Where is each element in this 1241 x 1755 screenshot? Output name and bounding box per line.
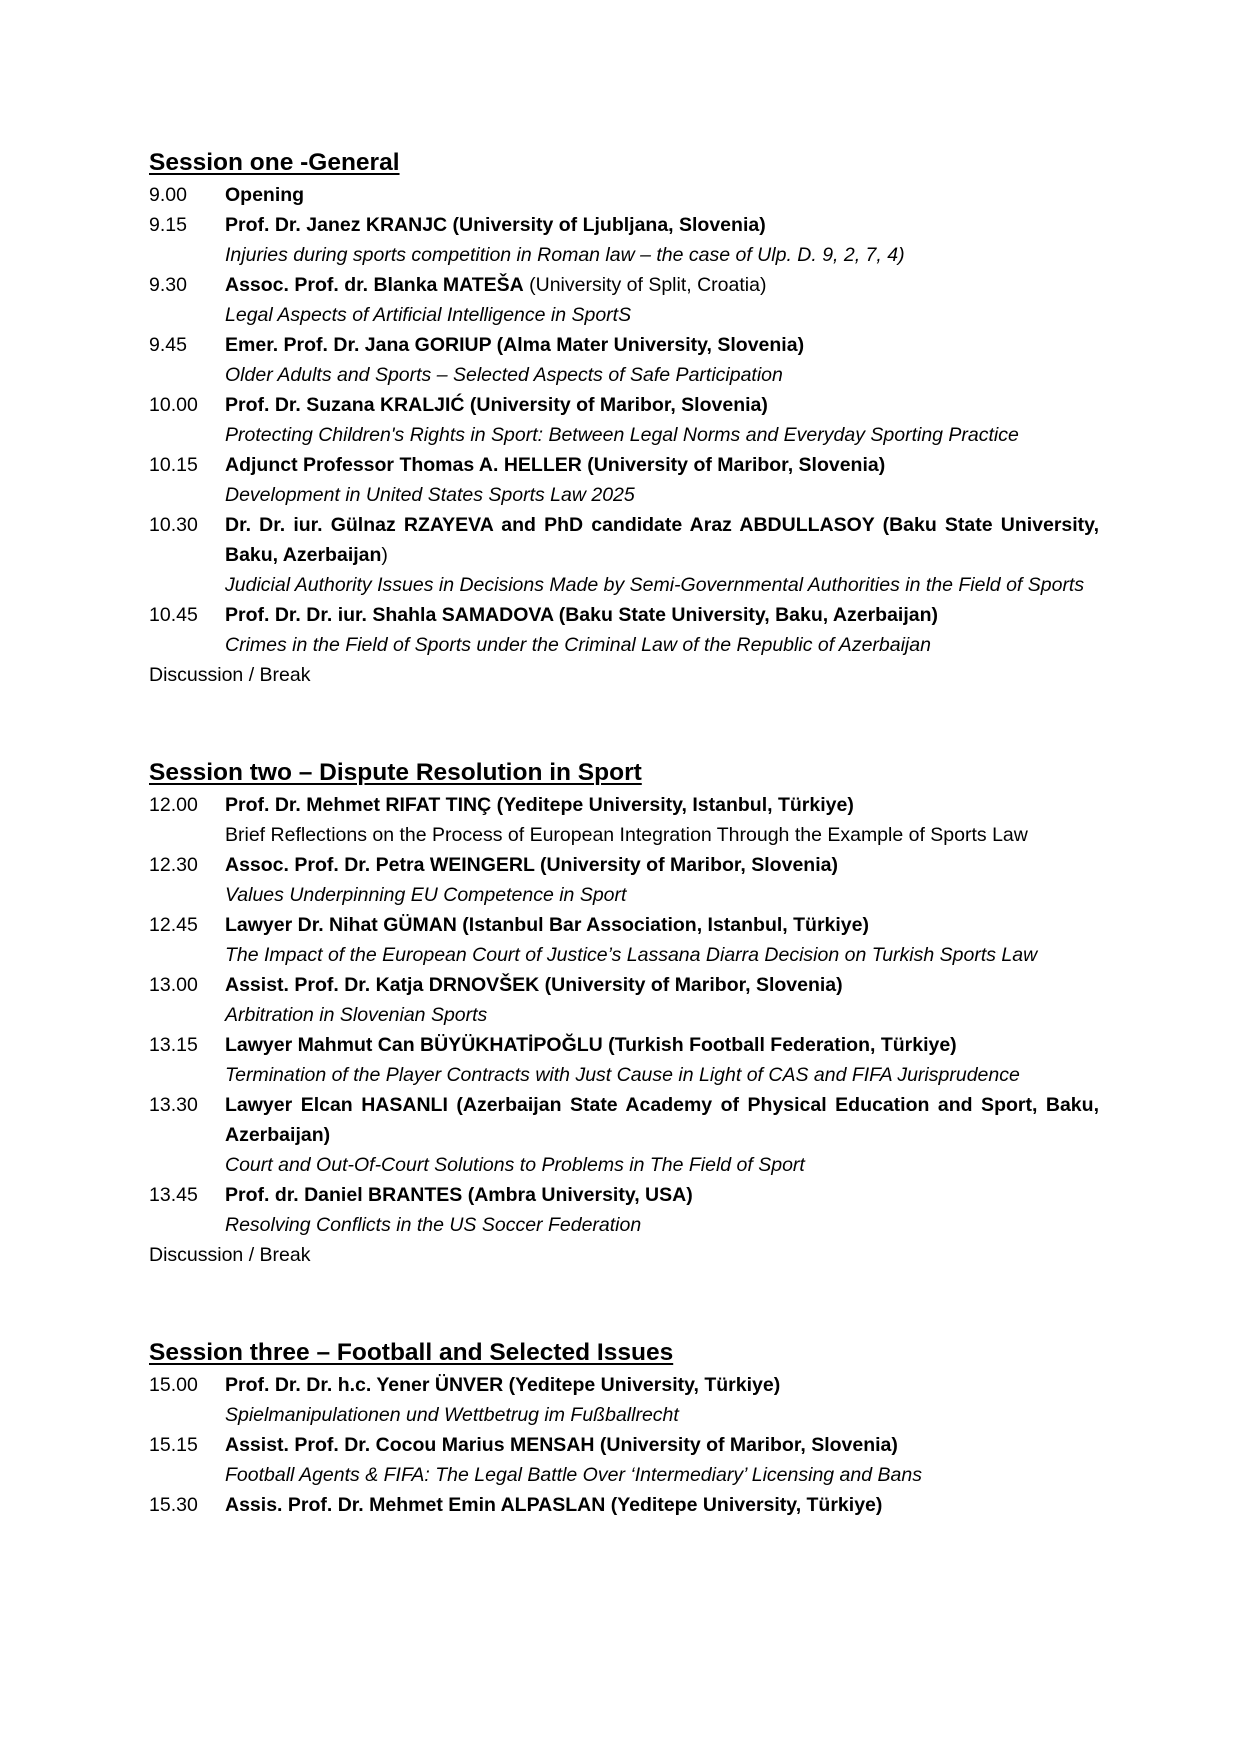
item-talk-title: Values Underpinning EU Competence in Sport — [225, 884, 627, 906]
item-body — [225, 390, 1099, 450]
item-body — [225, 450, 1099, 510]
item-speaker: Opening — [225, 184, 305, 206]
item-body — [225, 180, 1099, 210]
item-body — [225, 600, 1099, 660]
item-body — [225, 850, 1099, 910]
item-talk-title: Court and Out-Of-Court Solutions to Problems in The Field of Sport — [225, 1154, 805, 1176]
item-time: 10.00 — [149, 394, 198, 416]
item-affiliation: (University of Split, Croatia) — [523, 274, 767, 296]
session-closing: Discussion / Break — [149, 664, 311, 686]
item-body — [225, 270, 1099, 330]
item-talk-title: Injuries during sports competition in Roman law – the case of Ulp. D. 9, 2, 7, 4) — [225, 244, 905, 266]
item-talk-title: The Impact of the European Court of Justice’s Lassana Diarra Decision on Turkish Sports Law — [225, 944, 1038, 966]
item-body — [225, 1430, 1099, 1490]
item-talk-title: Protecting Children's Rights in Sport: Between Legal Norms and Everyday Sporting Practice — [225, 424, 1019, 446]
session-title: Session three – Football and Selected Issues — [149, 1339, 674, 1366]
programme-item — [149, 450, 1099, 510]
item-body — [225, 1370, 1099, 1430]
item-speaker-line — [225, 270, 1099, 300]
item-talk-title: Resolving Conflicts in the US Soccer Federation — [225, 1214, 642, 1236]
item-speaker: Prof. Dr. Dr. iur. Shahla SAMADOVA (Baku State University, Baku, Azerbaijan) — [225, 604, 939, 626]
item-time: 13.00 — [149, 974, 198, 996]
item-speaker: Prof. Dr. Janez KRANJC (University of Ljubljana, Slovenia) — [225, 214, 766, 236]
programme-item — [149, 330, 1099, 390]
item-speaker: Lawyer Dr. Nihat GÜMAN (Istanbul Bar Association, Istanbul, Türkiye) — [225, 914, 869, 936]
item-speaker: Prof. Dr. Mehmet RIFAT TINÇ (Yeditepe University, Istanbul, Türkiye) — [225, 794, 854, 816]
item-talk-title: Arbitration in Slovenian Sports — [225, 1004, 488, 1026]
item-time: 9.15 — [149, 214, 187, 236]
item-speaker: Prof. Dr. Suzana KRALJIĆ (University of Maribor, Slovenia) — [225, 394, 768, 416]
item-speaker: Adjunct Professor Thomas A. HELLER (University of Maribor, Slovenia) — [225, 454, 886, 476]
programme-item — [149, 600, 1099, 660]
item-body — [225, 1180, 1099, 1240]
programme-item — [149, 790, 1099, 850]
programme-item — [149, 180, 1099, 210]
session-title: Session one -General — [149, 149, 400, 176]
item-talk-title: Termination of the Player Contracts with Just Cause in Light of CAS and FIFA Jurisprudence — [225, 1064, 1020, 1086]
programme-item — [149, 210, 1099, 270]
item-time: 9.00 — [149, 184, 187, 206]
item-body — [225, 330, 1099, 390]
item-talk-title: Development in United States Sports Law 2025 — [225, 484, 635, 506]
programme-item — [149, 910, 1099, 970]
programme-item — [149, 1180, 1099, 1240]
item-talk-title: Football Agents & FIFA: The Legal Battle Over ‘Intermediary’ Licensing and Bans — [225, 1464, 922, 1486]
item-talk-title: Crimes in the Field of Sports under the Criminal Law of the Republic of Azerbaijan — [225, 634, 931, 656]
item-time: 15.30 — [149, 1494, 198, 1516]
item-speaker: Dr. Dr. iur. Gülnaz RZAYEVA and PhD candidate Araz ABDULLASOY (Baku State University, Baku, Azerbaijan — [225, 514, 1099, 566]
item-speaker: Emer. Prof. Dr. Jana GORIUP (Alma Mater University, Slovenia) — [225, 334, 805, 356]
item-speaker: Assis. Prof. Dr. Mehmet Emin ALPASLAN (Yeditepe University, Türkiye) — [225, 1494, 883, 1516]
session-title: Session two – Dispute Resolution in Sport — [149, 759, 642, 786]
item-body — [225, 210, 1099, 270]
item-speaker: Lawyer Elcan HASANLI (Azerbaijan State Academy of Physical Education and Sport, Baku, Azerbaijan) — [225, 1094, 1099, 1146]
programme-item — [149, 1090, 1099, 1180]
programme-item — [149, 1490, 1099, 1520]
item-time: 12.45 — [149, 914, 198, 936]
programme-item — [149, 390, 1099, 450]
item-time: 9.30 — [149, 274, 187, 296]
item-time: 10.15 — [149, 454, 198, 476]
item-body — [225, 1490, 1099, 1520]
item-time: 10.30 — [149, 514, 198, 536]
item-speaker: Lawyer Mahmut Can BÜYÜKHATİPOĞLU (Turkish Football Federation, Türkiye) — [225, 1034, 957, 1056]
item-speaker: Assist. Prof. Dr. Katja DRNOVŠEK (University of Maribor, Slovenia) — [225, 974, 843, 996]
item-speaker: Prof. dr. Daniel BRANTES (Ambra University, USA) — [225, 1184, 693, 1206]
session-one — [149, 146, 1099, 690]
item-talk-title: Older Adults and Sports – Selected Aspects of Safe Participation — [225, 364, 783, 386]
session-two — [149, 756, 1099, 1270]
item-time: 13.15 — [149, 1034, 198, 1056]
item-speaker: Assist. Prof. Dr. Cocou Marius MENSAH (University of Maribor, Slovenia) — [225, 1434, 898, 1456]
item-body — [225, 910, 1099, 970]
item-time: 12.00 — [149, 794, 198, 816]
programme-item — [149, 1430, 1099, 1490]
programme-item — [149, 270, 1099, 330]
programme-page — [149, 146, 1099, 1520]
programme-item — [149, 1370, 1099, 1430]
item-time: 12.30 — [149, 854, 198, 876]
item-time: 15.00 — [149, 1374, 198, 1396]
item-body — [225, 970, 1099, 1030]
session-three — [149, 1336, 1099, 1520]
item-speaker: Assoc. Prof. dr. Blanka MATEŠA — [225, 274, 524, 296]
item-time: 13.45 — [149, 1184, 198, 1206]
item-time: 10.45 — [149, 604, 198, 626]
programme-item — [149, 510, 1099, 600]
item-body — [225, 510, 1099, 600]
item-talk-title: Spielmanipulationen und Wettbetrug im Fußballrecht — [225, 1404, 679, 1426]
programme-item — [149, 850, 1099, 910]
item-body — [225, 1090, 1099, 1180]
programme-item — [149, 970, 1099, 1030]
item-time: 15.15 — [149, 1434, 198, 1456]
item-speaker: Assoc. Prof. Dr. Petra WEINGERL (University of Maribor, Slovenia) — [225, 854, 838, 876]
item-time: 9.45 — [149, 334, 187, 356]
item-body — [225, 1030, 1099, 1090]
item-body — [225, 790, 1099, 850]
item-talk-title: Legal Aspects of Artificial Intelligence in SportS — [225, 304, 632, 326]
programme-item — [149, 1030, 1099, 1090]
item-speaker-line — [225, 510, 1099, 570]
session-closing: Discussion / Break — [149, 1244, 311, 1266]
item-talk-title: Brief Reflections on the Process of European Integration Through the Example of Sports Law — [225, 824, 1028, 846]
item-speaker: Prof. Dr. Dr. h.c. Yener ÜNVER (Yeditepe University, Türkiye) — [225, 1374, 781, 1396]
item-affiliation: ) — [381, 544, 388, 566]
item-talk-title: Judicial Authority Issues in Decisions Made by Semi-Governmental Authorities in the Field of Sports — [225, 574, 1085, 596]
item-time: 13.30 — [149, 1094, 198, 1116]
